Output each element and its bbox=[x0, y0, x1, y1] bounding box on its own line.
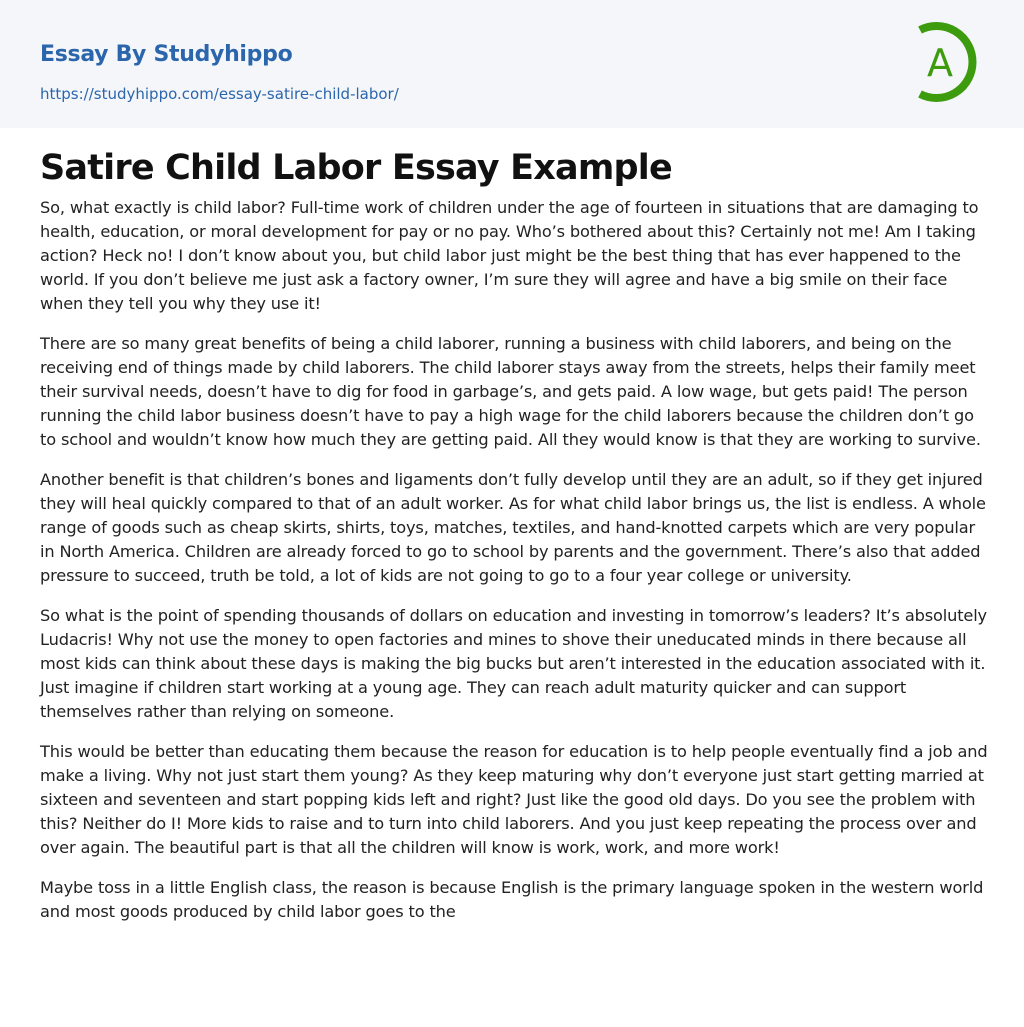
source-url-link[interactable]: https://studyhippo.com/essay-satire-child-labor/ bbox=[40, 85, 399, 103]
essay-paragraph: So, what exactly is child labor? Full-time work of children under the age of fourteen in situations that are damaging to health, education, or moral development for pay or no pay. Who’s bothered about this? Certainly not me! Am I taking action? Heck no! I don’t know about you, but child labor just might be the best thing that has ever happened to the world. If you don’t believe me just ask a factory owner, I’m sure they will agree and have a big smile on their face when they tell you why they use it! bbox=[40, 198, 979, 313]
essay-paragraph: Maybe toss in a little English class, the reason is because English is the primary language spoken in the western world and most goods produced by child labor goes to the bbox=[40, 878, 984, 921]
studyhippo-logo-icon[interactable] bbox=[912, 18, 988, 106]
essay-body bbox=[40, 196, 990, 940]
essay-paragraph: Another benefit is that children’s bones and ligaments don’t fully develop until they are an adult, so if they get injured they will heal quickly compared to that of an adult worker. As for what child labor brings us, the list is endless. A whole range of goods such as cheap skirts, shirts, toys, matches, textiles, and hand-knotted carpets which are very popular in North America. Children are already forced to go to school by parents and the government. There’s also that added pressure to succeed, truth be told, a lot of kids are not going to go to a four year college or university. bbox=[40, 470, 986, 585]
logo-letter: A bbox=[927, 41, 953, 85]
essay-paragraph: This would be better than educating them because the reason for education is to help people eventually find a job and make a living. Why not just start them young? As they keep maturing why don’t everyone just start getting married at sixteen and seventeen and start popping kids left and right? Just like the good old days. Do you see the problem with this? Neither do I! More kids to raise and to turn into child laborers. And you just keep repeating the process over and over again. The beautiful part is that all the children will know is work, work, and more work! bbox=[40, 742, 988, 857]
essay-paragraph: So what is the point of spending thousands of dollars on education and investing in tomorrow’s leaders? It’s absolutely Ludacris! Why not use the money to open factories and mines to shove their uneducated minds in there because all most kids can think about these days is making the big bucks but aren’t interested in the education associated with it. Just imagine if children start working at a young age. They can reach adult maturity quicker and can support themselves rather than relying on someone. bbox=[40, 606, 987, 721]
page-title: Satire Child Labor Essay Example bbox=[40, 148, 672, 188]
brand-title[interactable]: Essay By Studyhippo bbox=[40, 42, 293, 67]
essay-paragraph: There are so many great benefits of being a child laborer, running a business with child laborers, and being on the receiving end of things made by child laborers. The child laborer stays away from the streets, helps their family meet their survival needs, doesn’t have to dig for food in garbage’s, and gets paid. A low wage, but gets paid! The person running the child labor business doesn’t have to pay a high wage for the child laborers because the children don’t go to school and wouldn’t know how much they are getting paid. All they would know is that they are working to survive. bbox=[40, 334, 981, 449]
